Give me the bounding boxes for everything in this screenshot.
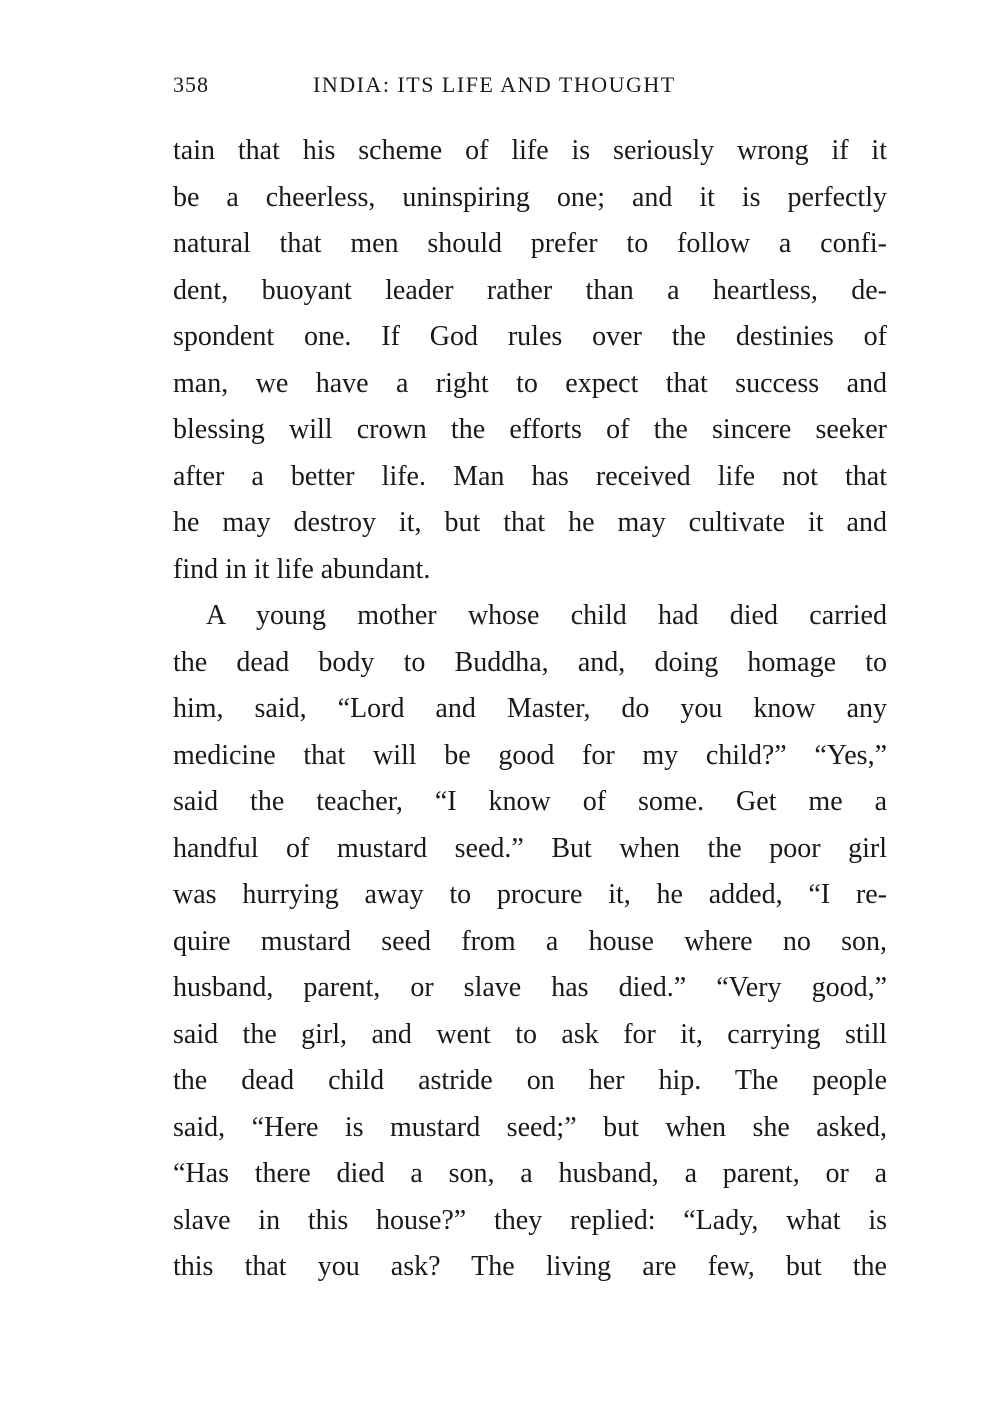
text-line: man, we have a right to expect that success and xyxy=(173,367,887,399)
running-head xyxy=(173,72,889,100)
text-line: medicine that will be good for my child?” “Yes,” xyxy=(173,739,887,771)
text-line: dent, buoyant leader rather than a heartless, de- xyxy=(173,274,887,306)
page-number: 358 xyxy=(173,72,209,97)
text-line: quire mustard seed from a house where no son, xyxy=(173,925,887,957)
text-line: this that you ask? The living are few, but the xyxy=(173,1251,887,1282)
text-line: said, “Here is mustard seed;” but when she asked, xyxy=(173,1111,887,1143)
text-line: tain that his scheme of life is seriously wrong if it xyxy=(173,135,887,166)
paragraph-2 xyxy=(173,593,887,1291)
text-line: said the girl, and went to ask for it, carrying still xyxy=(173,1018,887,1050)
text-line: spondent one. If God rules over the destinies of xyxy=(173,321,887,352)
text-line: blessing will crown the efforts of the sincere seeker xyxy=(173,414,887,445)
text-line: was hurrying away to procure it, he added, “I re- xyxy=(173,879,887,910)
text-line: the dead child astride on her hip. The people xyxy=(173,1065,887,1096)
text-line: “Has there died a son, a husband, a parent, or a xyxy=(173,1158,887,1189)
body-text xyxy=(173,128,887,1291)
text-line: husband, parent, or slave has died.” “Very good,” xyxy=(173,972,887,1003)
text-line: he may destroy it, but that he may cultivate it and xyxy=(173,507,887,538)
text-line: find in it life abundant. xyxy=(173,553,431,585)
paragraph-1 xyxy=(173,128,887,593)
text-line: handful of mustard seed.” But when the poor girl xyxy=(173,832,887,864)
text-line: natural that men should prefer to follow a confi- xyxy=(173,228,887,259)
text-line: said the teacher, “I know of some. Get me a xyxy=(173,786,887,817)
running-title: INDIA: ITS LIFE AND THOUGHT xyxy=(313,72,676,97)
text-line: A young mother whose child had died carried xyxy=(206,600,887,631)
text-line: after a better life. Man has received life not that xyxy=(173,460,887,492)
text-line: him, said, “Lord and Master, do you know any xyxy=(173,693,887,724)
text-line: the dead body to Buddha, and, doing homage to xyxy=(173,646,887,678)
text-line: slave in this house?” they replied: “Lady, what is xyxy=(173,1204,887,1236)
text-line: be a cheerless, uninspiring one; and it is perfectly xyxy=(173,181,887,213)
